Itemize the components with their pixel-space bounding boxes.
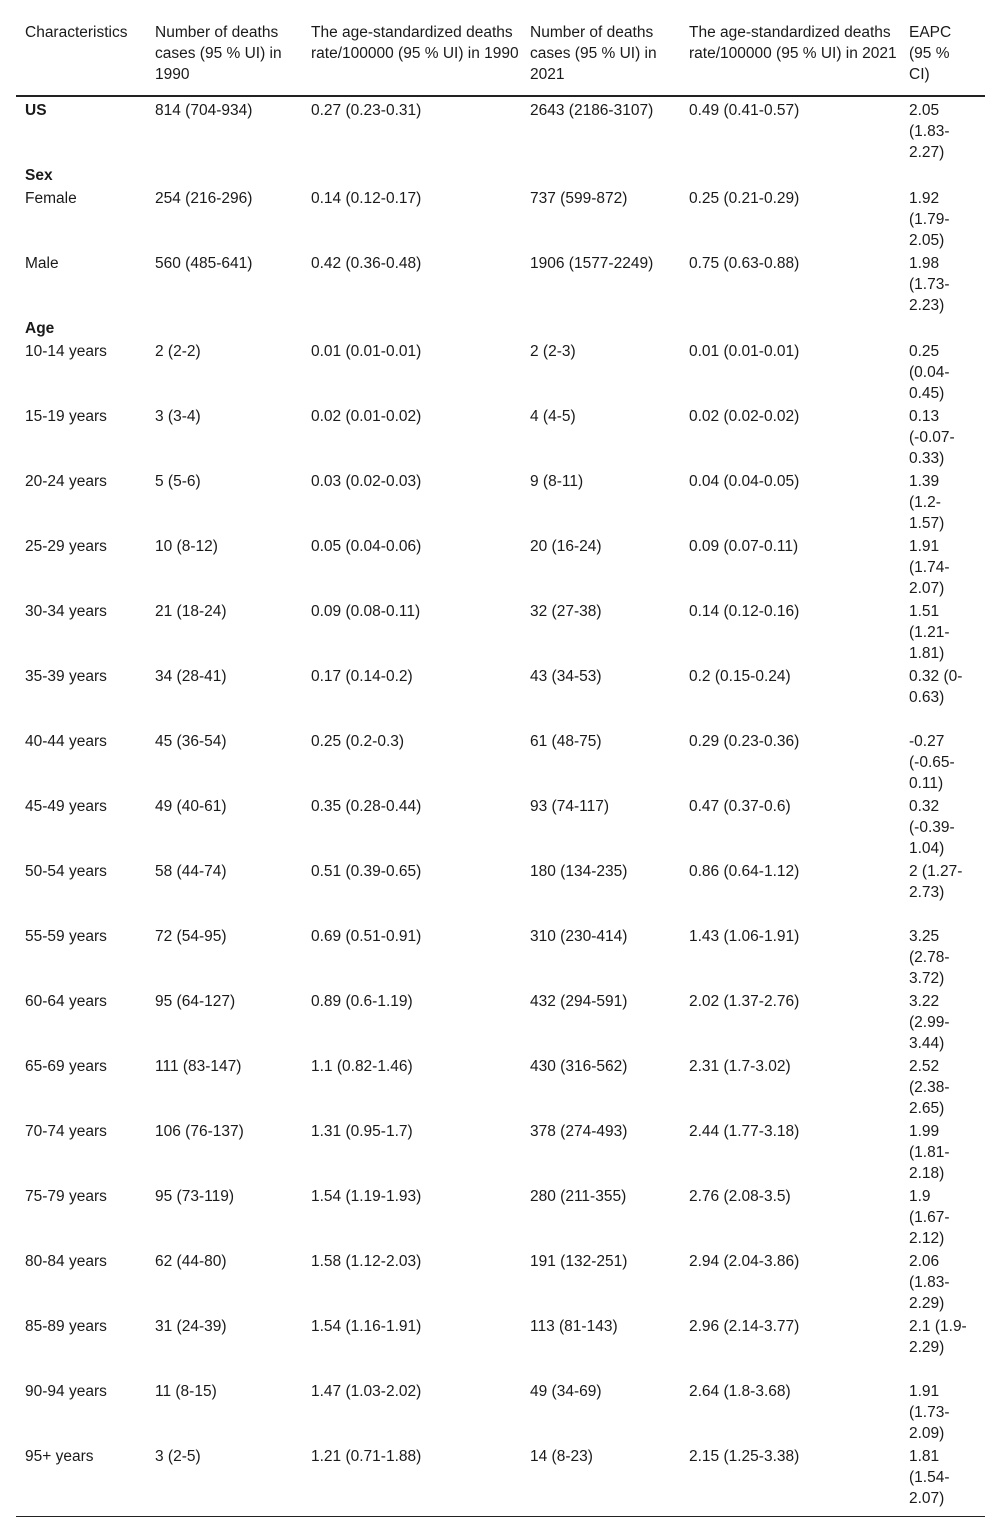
- cell-rate-1990: 0.02 (0.01-0.02): [311, 408, 422, 425]
- cell-characteristic: 85-89 years: [25, 1318, 107, 1335]
- table-row-age: [16, 1120, 985, 1185]
- cell-deaths-2021: 61 (48-75): [530, 733, 602, 750]
- cell-rate-2021: 2.96 (2.14-3.77): [689, 1318, 800, 1335]
- table-row-us: [16, 96, 985, 164]
- section-label-sex: Sex: [25, 167, 53, 184]
- cell-rate-2021: 0.29 (0.23-0.36): [689, 733, 800, 750]
- table-body: [16, 96, 985, 1517]
- cell-rate-2021: 2.44 (1.77-3.18): [689, 1123, 800, 1140]
- cell-deaths-1990: 111 (83-147): [155, 1058, 242, 1075]
- cell-characteristic: 80-84 years: [25, 1253, 107, 1270]
- cell-characteristic: 20-24 years: [25, 473, 107, 490]
- cell-characteristic: 35-39 years: [25, 668, 107, 685]
- header-eapc: EAPC (95 % CI): [900, 14, 985, 96]
- cell-deaths-1990: 106 (76-137): [155, 1123, 244, 1140]
- cell-deaths-1990: 62 (44-80): [155, 1253, 227, 1270]
- cell-characteristic: 50-54 years: [25, 863, 107, 880]
- cell-characteristic: 55-59 years: [25, 928, 107, 945]
- cell-eapc: 1.92 (1.79-2.05): [909, 190, 950, 249]
- header-row: [16, 14, 985, 96]
- cell-eapc: 2.1 (1.9-2.29): [909, 1318, 967, 1356]
- cell-deaths-1990: 11 (8-15): [155, 1383, 217, 1400]
- deaths-table: [16, 14, 985, 1517]
- table-row-male: [16, 252, 985, 317]
- table-row-age: [16, 1055, 985, 1120]
- cell-rate-2021: 0.49 (0.41-0.57): [689, 102, 800, 119]
- cell-characteristic: 40-44 years: [25, 733, 107, 750]
- cell-deaths-1990: 34 (28-41): [155, 668, 227, 685]
- cell-rate-1990: 0.27 (0.23-0.31): [311, 102, 422, 119]
- cell-rate-1990: 1.54 (1.19-1.93): [311, 1188, 422, 1205]
- cell-eapc: 1.98 (1.73-2.23): [909, 255, 950, 314]
- section-row-age: [16, 317, 985, 340]
- cell-deaths-1990: 72 (54-95): [155, 928, 227, 945]
- cell-deaths-1990: 58 (44-74): [155, 863, 227, 880]
- cell-characteristic: 95+ years: [16, 1445, 146, 1517]
- table-row-age: [16, 1250, 985, 1315]
- cell-deaths-1990: 254 (216-296): [155, 190, 253, 207]
- cell-eapc: 1.9 (1.67-2.12): [909, 1188, 950, 1247]
- cell-deaths-1990: 21 (18-24): [155, 603, 227, 620]
- cell-rate-1990: 0.25 (0.2-0.3): [311, 733, 405, 750]
- cell-eapc: 1.91 (1.73-2.09): [909, 1383, 950, 1442]
- cell-characteristic: 45-49 years: [25, 798, 107, 815]
- section-row-sex: [16, 164, 985, 187]
- table-row-age: [16, 1185, 985, 1250]
- cell-deaths-2021: 93 (74-117): [530, 798, 609, 815]
- cell-characteristic: Male: [25, 255, 59, 272]
- cell-deaths-2021: 20 (16-24): [530, 538, 602, 555]
- cell-rate-1990: 0.14 (0.12-0.17): [311, 190, 422, 207]
- cell-deaths-2021: 2643 (2186-3107): [530, 102, 654, 119]
- cell-eapc: 2.05 (1.83-2.27): [909, 102, 950, 161]
- cell-characteristic: Female: [25, 190, 77, 207]
- header-rate-2021: The age-standardized deaths rate/100000 (95 % UI) in 2021: [680, 14, 900, 96]
- cell-deaths-2021: 378 (274-493): [530, 1123, 628, 1140]
- cell-deaths-2021: 432 (294-591): [530, 993, 628, 1010]
- cell-deaths-2021: 49 (34-69): [530, 1383, 602, 1400]
- cell-deaths-2021: 113 (81-143): [530, 1318, 618, 1335]
- cell-rate-2021: 2.94 (2.04-3.86): [689, 1253, 800, 1270]
- cell-deaths-2021: 280 (211-355): [530, 1188, 627, 1205]
- cell-rate-2021: 2.02 (1.37-2.76): [689, 993, 800, 1010]
- cell-characteristic: 75-79 years: [25, 1188, 107, 1205]
- cell-rate-1990: 0.51 (0.39-0.65): [311, 863, 422, 880]
- cell-rate-1990: 1.21 (0.71-1.88): [302, 1445, 521, 1517]
- table-row-age: [16, 1315, 985, 1380]
- cell-eapc: 2 (1.27-2.73): [909, 863, 963, 901]
- cell-rate-2021: 2.15 (1.25-3.38): [680, 1445, 900, 1517]
- cell-eapc: 1.81 (1.54-2.07): [900, 1445, 985, 1517]
- table-row-age: [16, 405, 985, 470]
- cell-characteristic: US: [25, 102, 47, 119]
- header-rate-1990: The age-standardized deaths rate/100000 (95 % UI) in 1990: [302, 14, 521, 96]
- cell-deaths-1990: 45 (36-54): [155, 733, 227, 750]
- cell-deaths-1990: 2 (2-2): [155, 343, 201, 360]
- cell-characteristic: 65-69 years: [25, 1058, 107, 1075]
- table-row-age: [16, 730, 985, 795]
- cell-rate-2021: 2.76 (2.08-3.5): [689, 1188, 791, 1205]
- table-row-age: [16, 795, 985, 860]
- cell-rate-1990: 1.47 (1.03-2.02): [311, 1383, 422, 1400]
- table-row-age: [16, 990, 985, 1055]
- cell-deaths-1990: 49 (40-61): [155, 798, 227, 815]
- cell-deaths-1990: 814 (704-934): [155, 102, 253, 119]
- cell-eapc: -0.27 (-0.65-0.11): [909, 733, 955, 792]
- cell-characteristic: 30-34 years: [25, 603, 107, 620]
- cell-deaths-2021: 430 (316-562): [530, 1058, 628, 1075]
- header-characteristics: Characteristics: [16, 14, 146, 96]
- cell-deaths-2021: 180 (134-235): [530, 863, 628, 880]
- table-row-age: [16, 340, 985, 405]
- cell-rate-1990: 0.09 (0.08-0.11): [311, 603, 421, 620]
- cell-characteristic: 60-64 years: [25, 993, 107, 1010]
- cell-deaths-1990: 95 (64-127): [155, 993, 236, 1010]
- cell-deaths-1990: 3 (3-4): [155, 408, 201, 425]
- header-deaths-1990: Number of deaths cases (95 % UI) in 1990: [146, 14, 302, 96]
- table-row-age: [16, 600, 985, 665]
- cell-rate-2021: 0.2 (0.15-0.24): [689, 668, 791, 685]
- cell-deaths-1990: 31 (24-39): [155, 1318, 227, 1335]
- cell-deaths-2021: 9 (8-11): [530, 473, 584, 490]
- cell-characteristic: 25-29 years: [25, 538, 107, 555]
- cell-rate-1990: 0.01 (0.01-0.01): [311, 343, 422, 360]
- table-row-age: [16, 925, 985, 990]
- cell-deaths-1990: 95 (73-119): [155, 1188, 234, 1205]
- cell-deaths-2021: 191 (132-251): [530, 1253, 628, 1270]
- table-row-age: [16, 535, 985, 600]
- cell-deaths-2021: 1906 (1577-2249): [530, 255, 654, 272]
- cell-characteristic: 10-14 years: [25, 343, 107, 360]
- cell-eapc: 1.51 (1.21-1.81): [909, 603, 950, 662]
- cell-rate-1990: 1.1 (0.82-1.46): [311, 1058, 413, 1075]
- cell-eapc: 2.06 (1.83-2.29): [909, 1253, 950, 1312]
- table-row-female: [16, 187, 985, 252]
- cell-deaths-2021: 32 (27-38): [530, 603, 602, 620]
- cell-eapc: 1.99 (1.81-2.18): [909, 1123, 950, 1182]
- cell-rate-2021: 0.09 (0.07-0.11): [689, 538, 799, 555]
- table-row-age: [16, 1380, 985, 1445]
- cell-rate-2021: 2.64 (1.8-3.68): [689, 1383, 791, 1400]
- table-row-age: [16, 860, 985, 925]
- cell-eapc: 3.25 (2.78-3.72): [909, 928, 950, 987]
- cell-rate-1990: 0.35 (0.28-0.44): [311, 798, 422, 815]
- table-row-age: [16, 1445, 985, 1517]
- table-row-age: [16, 470, 985, 535]
- cell-rate-2021: 0.02 (0.02-0.02): [689, 408, 800, 425]
- cell-deaths-1990: 10 (8-12): [155, 538, 218, 555]
- cell-eapc: 0.13 (-0.07-0.33): [909, 408, 955, 467]
- cell-eapc: 0.32 (-0.39-1.04): [909, 798, 955, 857]
- header-deaths-2021: Number of deaths cases (95 % UI) in 2021: [521, 14, 680, 96]
- cell-rate-2021: 0.25 (0.21-0.29): [689, 190, 800, 207]
- cell-eapc: 0.32 (0-0.63): [909, 668, 963, 706]
- cell-rate-1990: 1.54 (1.16-1.91): [311, 1318, 422, 1335]
- cell-rate-1990: 0.03 (0.02-0.03): [311, 473, 422, 490]
- cell-rate-1990: 0.69 (0.51-0.91): [311, 928, 422, 945]
- cell-rate-2021: 0.01 (0.01-0.01): [689, 343, 800, 360]
- section-label-age: Age: [25, 320, 55, 337]
- cell-deaths-1990: 3 (2-5): [146, 1445, 302, 1517]
- cell-characteristic: 70-74 years: [25, 1123, 107, 1140]
- cell-rate-2021: 2.31 (1.7-3.02): [689, 1058, 791, 1075]
- table-header: [16, 14, 985, 96]
- cell-eapc: 3.22 (2.99-3.44): [909, 993, 950, 1052]
- cell-rate-2021: 0.86 (0.64-1.12): [689, 863, 800, 880]
- cell-rate-2021: 1.43 (1.06-1.91): [689, 928, 800, 945]
- cell-deaths-2021: 310 (230-414): [530, 928, 628, 945]
- cell-eapc: 0.25 (0.04-0.45): [909, 343, 950, 402]
- cell-rate-1990: 0.42 (0.36-0.48): [311, 255, 422, 272]
- cell-deaths-2021: 737 (599-872): [530, 190, 628, 207]
- cell-characteristic: 15-19 years: [25, 408, 107, 425]
- cell-rate-2021: 0.04 (0.04-0.05): [689, 473, 800, 490]
- cell-rate-1990: 0.05 (0.04-0.06): [311, 538, 422, 555]
- cell-deaths-2021: 43 (34-53): [530, 668, 602, 685]
- cell-rate-1990: 0.89 (0.6-1.19): [311, 993, 413, 1010]
- cell-eapc: 1.39 (1.2-1.57): [909, 473, 945, 532]
- cell-characteristic: 90-94 years: [25, 1383, 107, 1400]
- cell-eapc: 2.52 (2.38-2.65): [909, 1058, 950, 1117]
- cell-rate-1990: 1.58 (1.12-2.03): [311, 1253, 422, 1270]
- cell-rate-2021: 0.14 (0.12-0.16): [689, 603, 800, 620]
- cell-deaths-2021: 14 (8-23): [521, 1445, 680, 1517]
- cell-rate-2021: 0.47 (0.37-0.6): [689, 798, 791, 815]
- cell-deaths-1990: 560 (485-641): [155, 255, 253, 272]
- cell-deaths-2021: 2 (2-3): [530, 343, 576, 360]
- cell-eapc: 1.91 (1.74-2.07): [909, 538, 950, 597]
- cell-deaths-1990: 5 (5-6): [155, 473, 201, 490]
- cell-deaths-2021: 4 (4-5): [530, 408, 576, 425]
- cell-rate-2021: 0.75 (0.63-0.88): [689, 255, 800, 272]
- table-row-age: [16, 665, 985, 730]
- cell-rate-1990: 0.17 (0.14-0.2): [311, 668, 413, 685]
- cell-rate-1990: 1.31 (0.95-1.7): [311, 1123, 413, 1140]
